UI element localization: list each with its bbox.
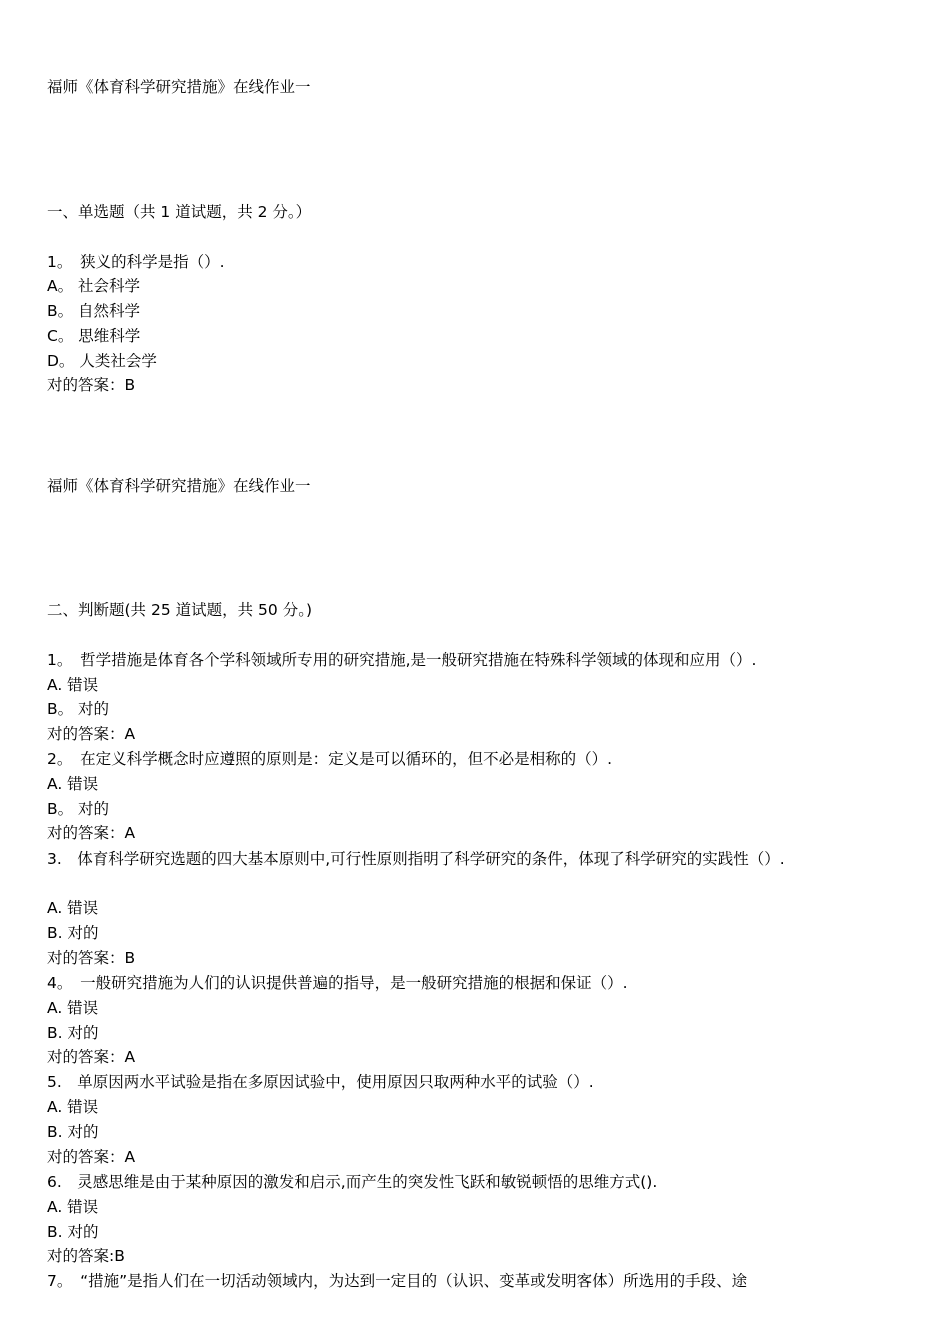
option-b: B. 对的	[47, 1123, 99, 1141]
question-text: 3. 体育科学研究选题的四大基本原则中,可行性原则指明了科学研究的条件，体现了科学研究的实践性（）.	[47, 850, 785, 868]
option-b: B。 对的	[47, 800, 110, 818]
answer-text: 对的答案:B	[47, 1247, 125, 1265]
option-a: A. 错误	[47, 1098, 99, 1116]
answer-text: 对的答案：A	[47, 1148, 136, 1166]
section-header-judgment: 二、判断题(共 25 道试题，共 50 分。)	[47, 601, 312, 619]
question-text: 6. 灵感思维是由于某种原因的激发和启示,而产生的突发性飞跃和敏锐顿悟的思维方式().	[47, 1173, 658, 1191]
option-a: A. 错误	[47, 999, 99, 1017]
answer-text: 对的答案：B	[47, 949, 136, 967]
option-b: B. 对的	[47, 1223, 99, 1241]
option-c: C。 思维科学	[47, 327, 141, 345]
question-text: 1。 哲学措施是体育各个学科领域所专用的研究措施,是一般研究措施在特殊科学领域的体现和应用（）.	[47, 651, 757, 669]
answer-text: 对的答案：A	[47, 725, 136, 743]
answer-text: 对的答案：B	[47, 376, 136, 394]
option-b: B. 对的	[47, 924, 99, 942]
answer-text: 对的答案：A	[47, 1048, 136, 1066]
option-b: B. 对的	[47, 1024, 99, 1042]
question-text: 1。 狭义的科学是指（）.	[47, 253, 225, 271]
question-text: 2。 在定义科学概念时应遵照的原则是：定义是可以循环的，但不必是相称的（）.	[47, 750, 613, 768]
question-text: 4。 一般研究措施为人们的认识提供普遍的指导，是一般研究措施的根据和保证（）.	[47, 974, 628, 992]
option-a: A。 社会科学	[47, 277, 141, 295]
question-text: 7。 “措施”是指人们在一切活动领域内，为达到一定目的（认识、变革或发明客体）所选用的手段、途	[47, 1272, 748, 1290]
option-a: A. 错误	[47, 775, 99, 793]
document-title: 福师《体育科学研究措施》在线作业一	[47, 78, 311, 96]
document-title-repeat: 福师《体育科学研究措施》在线作业一	[47, 477, 311, 495]
option-a: A. 错误	[47, 676, 99, 694]
option-a: A. 错误	[47, 1198, 99, 1216]
option-d: D。 人类社会学	[47, 352, 157, 370]
answer-text: 对的答案：A	[47, 824, 136, 842]
question-text: 5. 单原因两水平试验是指在多原因试验中，使用原因只取两种水平的试验（）.	[47, 1073, 594, 1091]
option-b: B。 对的	[47, 700, 110, 718]
section-header-single-choice: 一、单选题（共 1 道试题，共 2 分。）	[47, 203, 312, 221]
option-b: B。 自然科学	[47, 302, 141, 320]
option-a: A. 错误	[47, 899, 99, 917]
